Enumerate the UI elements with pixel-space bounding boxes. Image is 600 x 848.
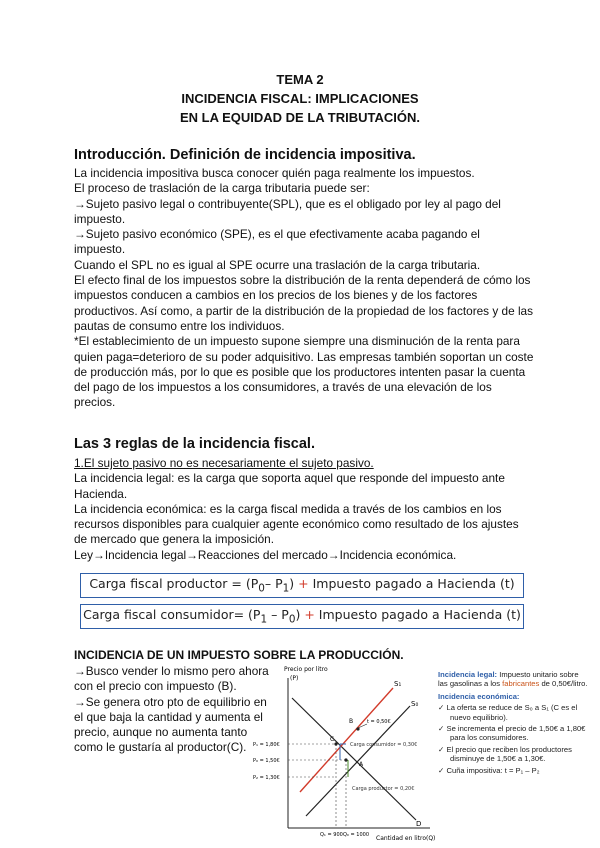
- formula-text: – P: [264, 576, 283, 591]
- y-axis-label: Precio por litro: [284, 666, 328, 673]
- producer-burden-formula: [80, 573, 524, 598]
- title-line-3: EN LA EQUIDAD DE LA TRIBUTACIÓN.: [179, 110, 420, 125]
- legal-incidence-text: de 0,50€/litro.: [539, 679, 588, 689]
- formula-text: – P: [267, 607, 289, 622]
- formula-text: ): [289, 576, 295, 591]
- production-paragraph-2: →Se genera otro pto de equilibrio en el que baja la cantidad y aumenta el precio, aunque no aumenta tanto como le gustaría al productor(C).: [74, 694, 267, 755]
- formula-sub: 0: [258, 582, 265, 595]
- rule-1: 1.El sujeto pasivo no es necesariamente el sujeto pasivo.: [74, 456, 374, 470]
- point-b-marker: [356, 727, 359, 730]
- incidence-notes: [438, 670, 590, 775]
- production-paragraph-1: →Busco vender lo mismo pero ahora con el precio con impuesto (B).: [74, 664, 269, 694]
- intro-paragraph-5: Cuando el SPL no es igual al SPE ocurre una traslación de la carga tributaria.: [74, 257, 481, 272]
- rules-paragraph-2: La incidencia económica: es la carga fiscal medida a través de los cambios en los recursos disponibles para cualquier agente económico como resultado de los ajustes de mercado que genera la imposición.: [74, 501, 519, 547]
- legal-incidence-text: Impuesto unitario sobre las gasolinas a los: [438, 670, 579, 689]
- economic-item-text: La oferta se reduce de S₀ a S₁ (C es el nuevo equilibrio).: [446, 703, 578, 722]
- producer-burden-label: Carga productor = 0,20€: [352, 786, 415, 792]
- point-c-marker: [334, 742, 337, 745]
- intro-paragraph-2: El proceso de traslación de la carga tributaria puede ser:: [74, 181, 370, 196]
- intro-paragraph-6: El efecto final de los impuestos sobre la distribución de la renta dependerá de cómo los impuestos conducen a cambios en los precios de los bienes y de los factores productivos. Así como, a partir de la distribución de la propiedad de los factores y de las pautas de consumo entre los individuos.: [74, 273, 534, 333]
- title-line-1: TEMA 2: [276, 72, 324, 87]
- demand-curve: [292, 698, 419, 820]
- economic-incidence-label: Incidencia económica:: [438, 691, 520, 701]
- formula-text: Impuesto pagado a Hacienda (t): [312, 576, 515, 591]
- formula-text: Carga fiscal consumidor= (P: [83, 607, 261, 622]
- economic-incidence-item-3: [438, 745, 590, 764]
- check-icon: ✓: [438, 765, 445, 775]
- price-p1-label: P₁ = 1,80€: [253, 742, 280, 748]
- y-axis-unit: (P): [290, 675, 299, 682]
- intro-paragraph-7: *El establecimiento de un impuesto supone siempre una disminución de la renta para quien paga=deterioro de su poder adquisitivo. Las empresas también soportan un coste de producción más, por lo que es posible que los productores intenten pasar la cuenta del pago de los impuestos a los consumidores, a través de una elevación de los precios.: [74, 334, 534, 410]
- formula-sub: 1: [282, 582, 290, 595]
- demand-label: D: [416, 820, 422, 828]
- title-line-2: INCIDENCIA FISCAL: IMPLICACIONES: [181, 91, 419, 106]
- economic-item-text: Cuña impositiva: t = P₁ – P₂: [446, 765, 540, 775]
- legal-incidence-highlight: fabricantes: [502, 679, 540, 689]
- formula-sub: 1: [260, 613, 268, 626]
- tax-label: t = 0,50€: [367, 719, 391, 725]
- formula-text: ): [295, 607, 301, 622]
- intro-paragraph-3: →Sujeto pasivo legal o contribuyente(SPL), que es el obligado por ley al pago del impuesto.: [74, 196, 501, 226]
- q1-label: Q₁ = 900: [320, 832, 343, 838]
- tax-incidence-diagram: [248, 660, 438, 845]
- legal-incidence-label: Incidencia legal:: [438, 670, 498, 679]
- economic-incidence-item-2: [438, 724, 590, 743]
- production-heading: INCIDENCIA DE UN IMPUESTO SOBRE LA PRODUCCIÓN.: [74, 648, 404, 662]
- economic-incidence-item-4: [438, 766, 590, 775]
- point-a-marker: [344, 758, 347, 761]
- intro-paragraph-4: →Sujeto pasivo económico (SPE), es el que efectivamente acaba pagando el impuesto.: [74, 227, 480, 257]
- price-p2-label: P₂ = 1,30€: [253, 775, 280, 781]
- formula-plus: +: [300, 607, 319, 622]
- intro-heading: Introducción. Definición de incidencia impositiva.: [74, 147, 416, 163]
- check-icon: ✓: [438, 703, 445, 713]
- supply-s1-label: S₁: [394, 680, 402, 688]
- formula-sub: 0: [288, 613, 296, 626]
- economic-item-text: Se incrementa el precio de 1,50€ a 1,80€ para los consumidores.: [446, 724, 586, 743]
- economic-incidence-item-1: [438, 703, 590, 722]
- intro-paragraph-1: La incidencia impositiva busca conocer quién paga realmente los impuestos.: [74, 166, 475, 180]
- supply-s0-label: S₀: [411, 700, 419, 708]
- intro-body: [74, 166, 534, 411]
- formula-plus: +: [294, 576, 313, 591]
- x-axis-label: Cantidad en litro(Q): [376, 835, 436, 842]
- legal-incidence-note: [438, 670, 590, 689]
- rules-body: [74, 456, 534, 563]
- formula-text: Carga fiscal productor = (P: [89, 576, 259, 591]
- supply-curve-s1: [300, 688, 393, 792]
- q0-label: Q₀ = 1000: [343, 832, 370, 838]
- economic-item-text: El precio que reciben los productores disminuye de 1,50€ a 1,30€.: [446, 744, 572, 764]
- rules-paragraph-3: Ley→Incidencia legal→Reacciones del mercado→Incidencia económica.: [74, 547, 457, 562]
- formula-text: Impuesto pagado a Hacienda (t): [318, 607, 521, 622]
- price-p0-label: P₀ = 1,50€: [253, 758, 280, 764]
- rules-heading: Las 3 reglas de la incidencia fiscal.: [74, 436, 315, 452]
- rules-paragraph-1: La incidencia legal: es la carga que soporta aquel que responde del impuesto ante Hacienda.: [74, 471, 505, 501]
- check-icon: ✓: [438, 724, 445, 734]
- point-b-label: B: [349, 718, 354, 725]
- consumer-burden-formula: [80, 604, 524, 629]
- point-a-label: A: [359, 761, 364, 768]
- point-c-label: C: [330, 736, 335, 743]
- consumer-burden-label: Carga consumidor = 0,30€: [350, 742, 418, 748]
- check-icon: ✓: [438, 744, 445, 754]
